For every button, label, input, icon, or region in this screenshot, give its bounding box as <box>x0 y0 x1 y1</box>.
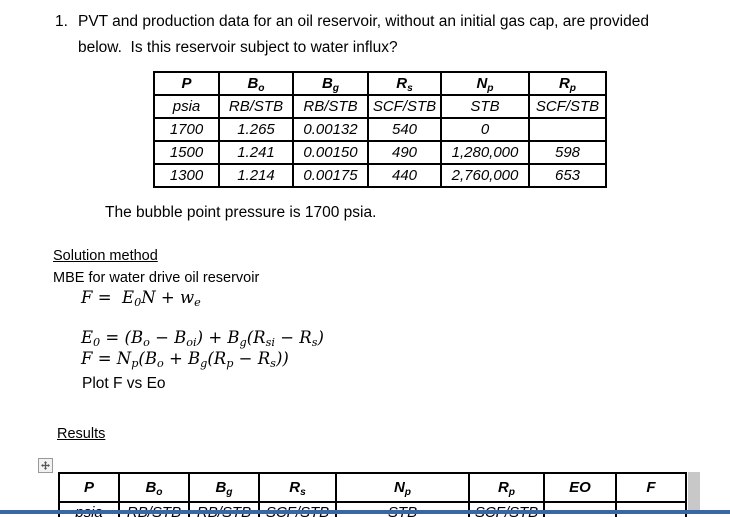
pvt-data-row <box>154 164 606 187</box>
window-bottom-edge <box>0 510 730 514</box>
pvt-cell: 1.241 <box>219 141 293 164</box>
pvt-header-cell: P <box>154 72 219 95</box>
pvt-header-row <box>154 72 606 95</box>
pvt-cell: 1.214 <box>219 164 293 187</box>
question-number: 1. <box>55 13 68 30</box>
pvt-cell: 0.00175 <box>293 164 368 187</box>
bubble-point-note: The bubble point pressure is 1700 psia. <box>105 204 377 221</box>
pvt-unit-cell: STB <box>441 95 529 118</box>
pvt-header-cell: $N_p$ <box>441 72 529 95</box>
results-header-cell: $R_p$ <box>469 473 544 502</box>
equation-f-eon-we: $F = E_0N + w_e$ <box>81 288 201 310</box>
results-header-row <box>59 473 686 502</box>
solution-intro: MBE for water drive oil reservoir <box>53 270 260 286</box>
results-heading: Results <box>57 426 106 442</box>
results-header-cell: $R_s$ <box>259 473 336 502</box>
pvt-unit-cell: psia <box>154 95 219 118</box>
solution-method-heading: Solution method <box>53 248 158 264</box>
pvt-cell: 1.265 <box>219 118 293 141</box>
four-way-move-icon <box>41 461 50 470</box>
plot-instruction: Plot F vs Eo <box>82 375 166 392</box>
pvt-cell: 0.00150 <box>293 141 368 164</box>
vertical-scrollbar[interactable] <box>688 472 700 510</box>
equation-f-withdrawal: $F = N_p(B_o + B_g(R_p - R_s))$ <box>81 349 289 371</box>
results-header-cell: F <box>616 473 686 502</box>
pvt-unit-cell: SCF/STB <box>529 95 606 118</box>
pvt-cell: 1700 <box>154 118 219 141</box>
pvt-units-row <box>154 95 606 118</box>
pvt-header-cell: $B_g$ <box>293 72 368 95</box>
pvt-cell: 0 <box>441 118 529 141</box>
pvt-cell: 1300 <box>154 164 219 187</box>
results-header-cell: P <box>59 473 119 502</box>
pvt-header-cell: $R_s$ <box>368 72 441 95</box>
results-header-cell: $N_p$ <box>336 473 469 502</box>
results-header-cell: $B_o$ <box>119 473 189 502</box>
pvt-cell: 1500 <box>154 141 219 164</box>
pvt-cell <box>529 118 606 141</box>
pvt-unit-cell: RB/STB <box>219 95 293 118</box>
pvt-cell: 2,760,000 <box>441 164 529 187</box>
pvt-data-table <box>153 71 607 188</box>
equation-eo-expansion: $E_0 = (B_o - B_{oi}) + B_g(R_{si} - R_s)$ <box>81 328 324 350</box>
pvt-unit-cell: RB/STB <box>293 95 368 118</box>
pvt-cell: 440 <box>368 164 441 187</box>
pvt-cell: 653 <box>529 164 606 187</box>
question-line1: PVT and production data for an oil reservoir, without an initial gas cap, are provided <box>78 13 649 30</box>
pvt-cell: 598 <box>529 141 606 164</box>
table-move-handle[interactable] <box>38 458 53 473</box>
pvt-cell: 490 <box>368 141 441 164</box>
question-line2: below. Is this reservoir subject to water influx? <box>78 39 398 56</box>
pvt-cell: 1,280,000 <box>441 141 529 164</box>
pvt-unit-cell: SCF/STB <box>368 95 441 118</box>
pvt-cell: 0.00132 <box>293 118 368 141</box>
pvt-cell: 540 <box>368 118 441 141</box>
results-header-cell: EO <box>544 473 616 502</box>
results-header-cell: $B_g$ <box>189 473 259 502</box>
pvt-header-cell: $R_p$ <box>529 72 606 95</box>
pvt-header-cell: $B_o$ <box>219 72 293 95</box>
pvt-data-row <box>154 118 606 141</box>
pvt-data-row <box>154 141 606 164</box>
